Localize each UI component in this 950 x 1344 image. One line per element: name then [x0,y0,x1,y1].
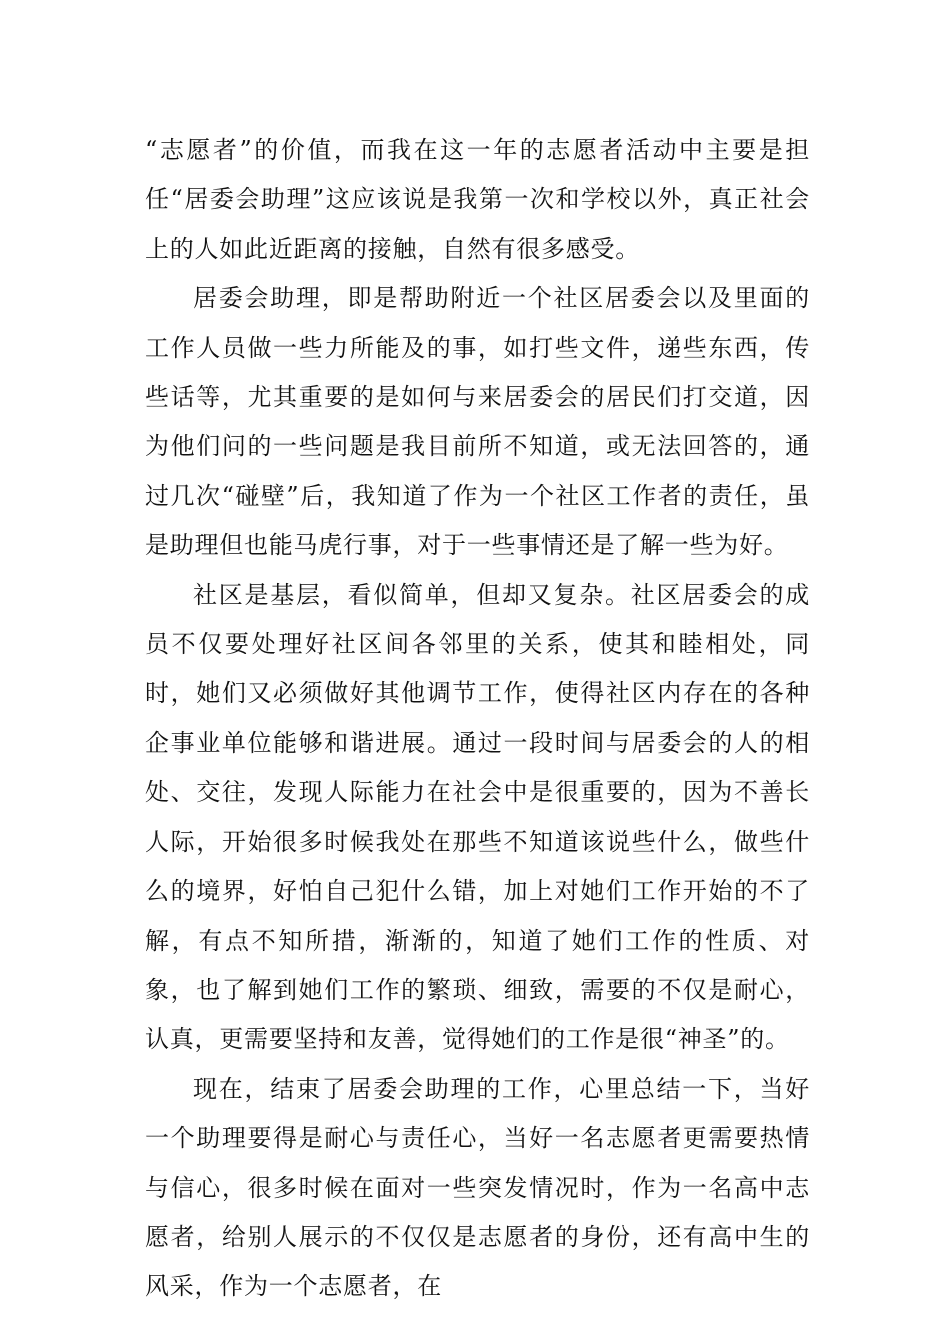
paragraph-3: 社区是基层，看似简单，但却又复杂。社区居委会的成员不仅要处理好社区间各邻里的关系，使其和睦相处，同时，她们又必须做好其他调节工作，使得社区内存在的各种企事业单位能够和谐进展。通过一段时间与居委会的人的相处、交往，发现人际能力在社会中是很重要的，因为不善长人际，开始很多时候我处在那些不知道该说些什么，做些什么的境界，好怕自己犯什么错，加上对她们工作开始的不了解，有点不知所措，渐渐的，知道了她们工作的性质、对象，也了解到她们工作的繁琐、细致，需要的不仅是耐心，认真，更需要坚持和友善，觉得她们的工作是很“神圣”的。 [145,580,810,1054]
paragraph-4: 现在，结束了居委会助理的工作，心里总结一下，当好一个助理要得是耐心与责任心，当好一名志愿者更需要热情与信心，很多时候在面对一些突发情况时，作为一名高中志愿者，给别人展示的不仅仅是志愿者的身份，还有高中生的风采，作为一个志愿者，在 [145,1074,810,1301]
paragraph-2: 居委会助理，即是帮助附近一个社区居委会以及里面的工作人员做一些力所能及的事，如打些文件，递些东西，传些话等，尤其重要的是如何与来居委会的居民们打交道，因为他们问的一些问题是我目前所不知道，或无法回答的，通过几次“碰壁”后，我知道了作为一个社区工作者的责任，虽是助理但也能马虎行事，对于一些事情还是了解一些为好。 [145,284,810,560]
paragraph-1: “志愿者”的价值，而我在这一年的志愿者活动中主要是担任“居委会助理”这应该说是我第一次和学校以外，真正社会上的人如此近距离的接触，自然有很多感受。 [145,136,810,263]
body-text [145,126,810,1312]
